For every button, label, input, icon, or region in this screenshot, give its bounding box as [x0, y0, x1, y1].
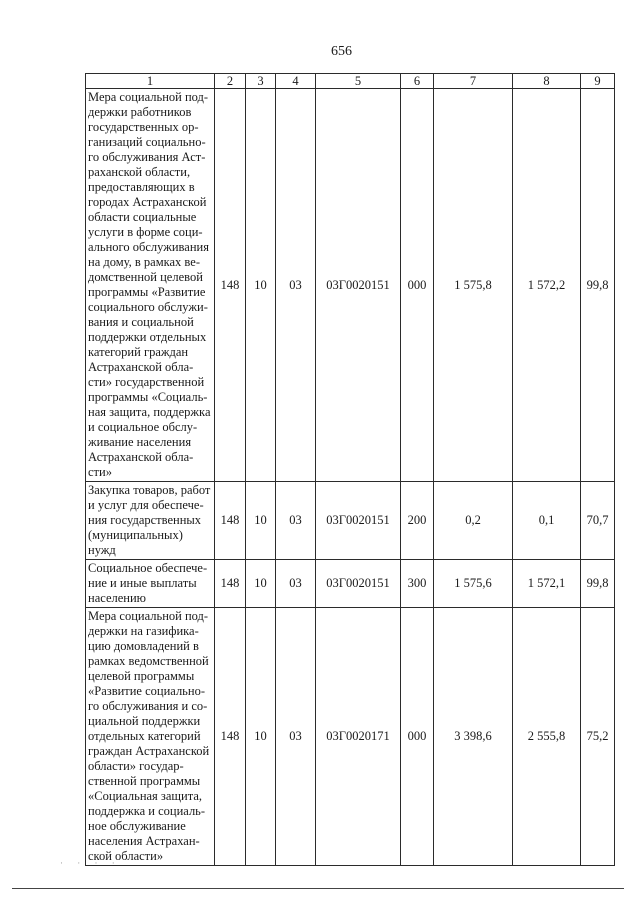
- cell-admin-code: 148: [215, 560, 246, 608]
- cell-subsection: 03: [276, 608, 316, 866]
- cell-expense-type: 300: [401, 560, 434, 608]
- budget-table: [85, 73, 615, 866]
- row-description: Закупка товаров, работ и услуг для обеспече- ния государственных (муниципальных) нужд: [86, 482, 215, 560]
- table-row: [86, 560, 615, 608]
- header-cell-4: 4: [276, 74, 316, 89]
- cell-subsection: 03: [276, 560, 316, 608]
- cell-actual-amount: 0,1: [513, 482, 581, 560]
- header-cell-9: 9: [581, 74, 615, 89]
- cell-expense-type: 200: [401, 482, 434, 560]
- cell-section: 10: [246, 89, 276, 482]
- cell-section: 10: [246, 608, 276, 866]
- header-cell-1: 1: [86, 74, 215, 89]
- cell-planned-amount: 3 398,6: [434, 608, 513, 866]
- cell-target-article: 03Г0020151: [316, 560, 401, 608]
- scan-specks: · · · ·: [60, 858, 121, 868]
- cell-admin-code: 148: [215, 89, 246, 482]
- row-description: Мера социальной под- держки работников государственных ор- ганизаций социально- го обслуживания Аст- раханской области, предоставляющих в городах Астраханской области социальные услуги в форме соци- ального обслуживания на дому, в рамках ве- домственной целевой программы «Развитие социального обслужи- вания и социальной поддержки отдельных категорий граждан Астраханской обла- сти» государственной программы «Социаль- ная защита, поддержка и социальное обслу- живание населения Астраханской обла- сти»: [86, 89, 215, 482]
- footer-rule: [12, 888, 624, 889]
- cell-planned-amount: 1 575,6: [434, 560, 513, 608]
- table-row: [86, 89, 615, 482]
- cell-actual-amount: 1 572,1: [513, 560, 581, 608]
- cell-subsection: 03: [276, 89, 316, 482]
- cell-percent: 99,8: [581, 89, 615, 482]
- page-number: 656: [331, 44, 352, 59]
- cell-percent: 75,2: [581, 608, 615, 866]
- header-cell-8: 8: [513, 74, 581, 89]
- cell-expense-type: 000: [401, 89, 434, 482]
- row-description: Мера социальной под- держки на газифика- цию домовладений в рамках ведомственной целевой программы «Развитие социально- го обслуживания и со- циальной поддержки отдельных категорий граждан Астраханской области» государ- ственной программы «Социальная защита, поддержка и социаль- ное обслуживание населения Астрахан- ской области»: [86, 608, 215, 866]
- row-description: Социальное обеспече- ние и иные выплаты населению: [86, 560, 215, 608]
- cell-percent: 99,8: [581, 560, 615, 608]
- cell-section: 10: [246, 560, 276, 608]
- cell-planned-amount: 0,2: [434, 482, 513, 560]
- header-cell-7: 7: [434, 74, 513, 89]
- table-header: [86, 74, 615, 89]
- cell-admin-code: 148: [215, 608, 246, 866]
- table-row: [86, 482, 615, 560]
- cell-planned-amount: 1 575,8: [434, 89, 513, 482]
- header-cell-5: 5: [316, 74, 401, 89]
- cell-target-article: 03Г0020171: [316, 608, 401, 866]
- cell-subsection: 03: [276, 482, 316, 560]
- cell-actual-amount: 2 555,8: [513, 608, 581, 866]
- header-cell-3: 3: [246, 74, 276, 89]
- cell-actual-amount: 1 572,2: [513, 89, 581, 482]
- cell-section: 10: [246, 482, 276, 560]
- header-cell-2: 2: [215, 74, 246, 89]
- cell-expense-type: 000: [401, 608, 434, 866]
- cell-target-article: 03Г0020151: [316, 482, 401, 560]
- table-row: [86, 608, 615, 866]
- cell-admin-code: 148: [215, 482, 246, 560]
- header-cell-6: 6: [401, 74, 434, 89]
- cell-target-article: 03Г0020151: [316, 89, 401, 482]
- table-header-row: [86, 74, 615, 89]
- cell-percent: 70,7: [581, 482, 615, 560]
